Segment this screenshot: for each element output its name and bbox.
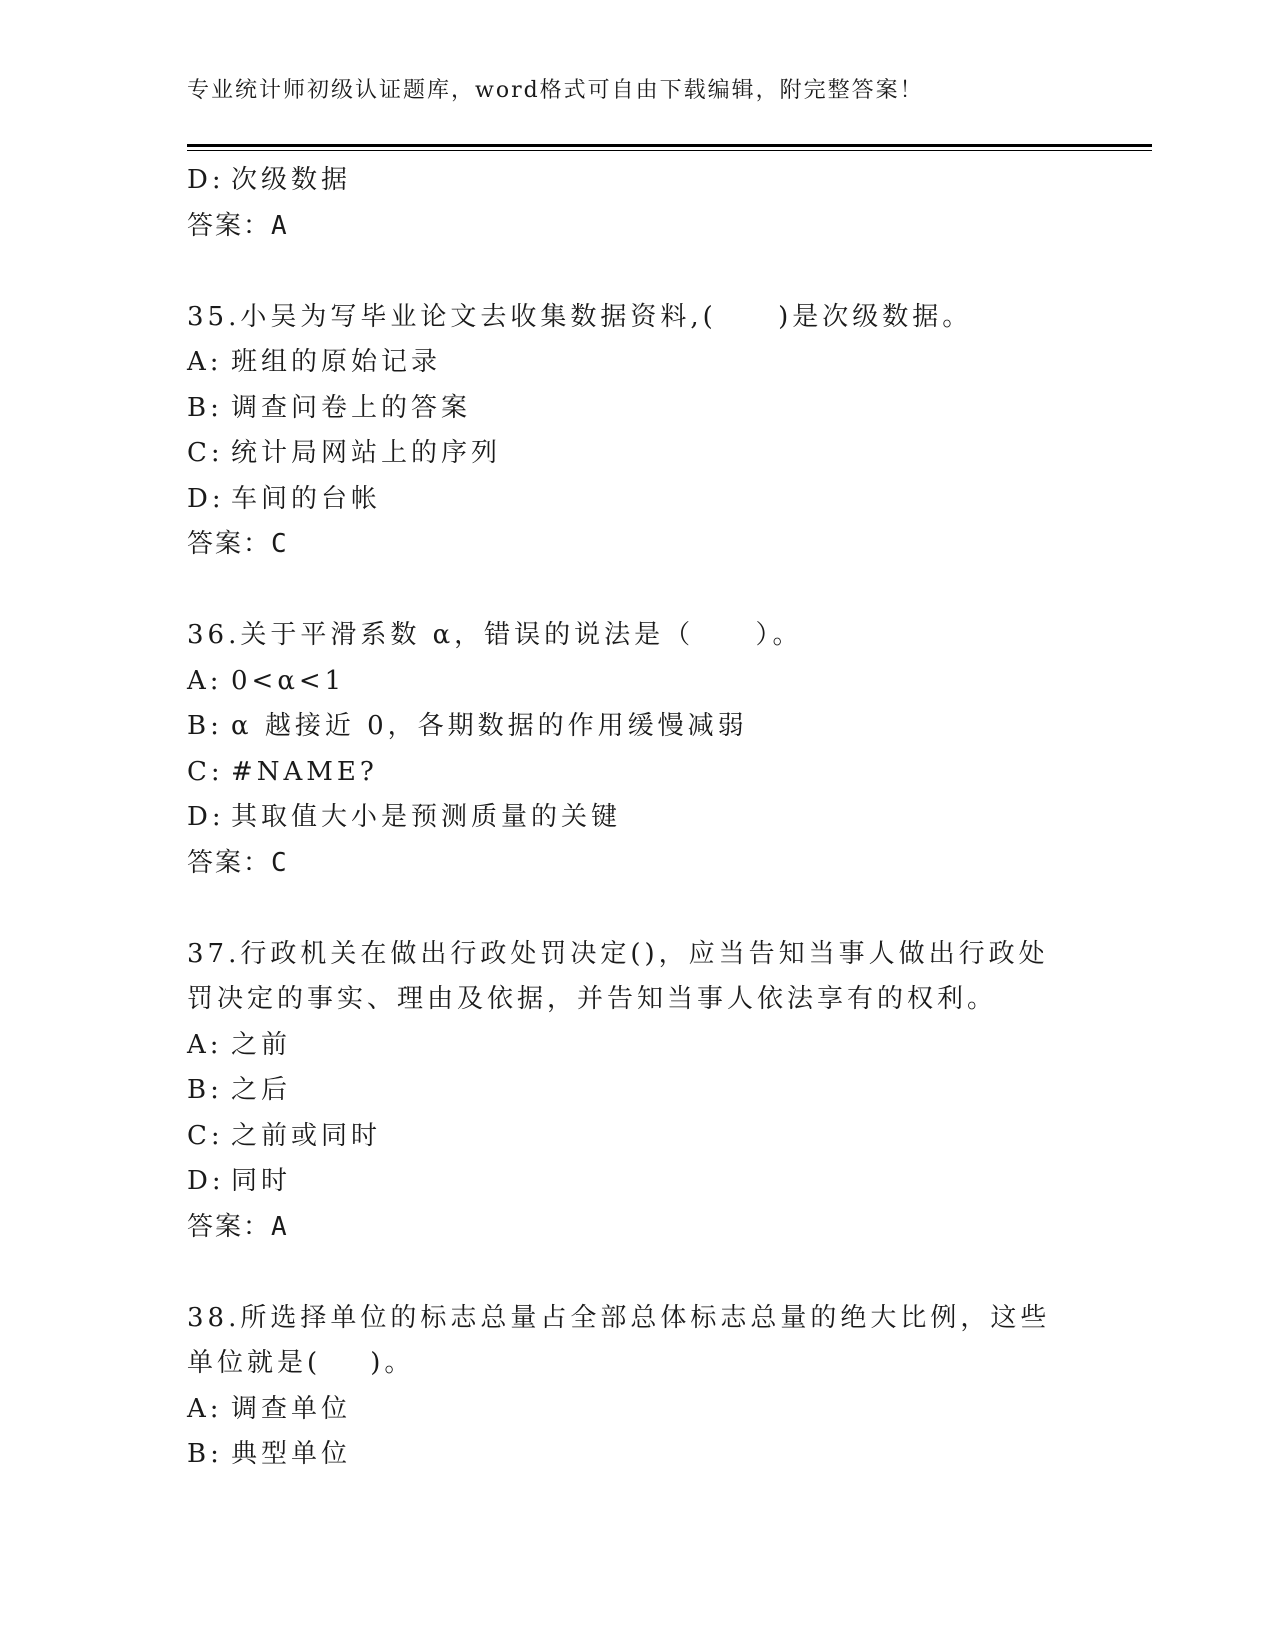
answer-value: C xyxy=(271,529,289,559)
option-text: 班组的原始记录 xyxy=(231,347,442,377)
option-key: C: xyxy=(187,1120,224,1151)
option-text: 同时 xyxy=(231,1166,292,1196)
option-text: α 越接近 0，各期数据的作用缓慢减弱 xyxy=(231,711,748,741)
page-header: 专业统计师初级认证题库，word格式可自由下载编辑，附完整答案！ xyxy=(187,78,924,103)
option-key: B: xyxy=(187,392,223,423)
answer-value: C xyxy=(271,847,289,878)
option-text: 统计局网站上的序列 xyxy=(231,438,502,468)
option-text: 0<α<1 xyxy=(231,665,346,696)
prev-option-d xyxy=(187,158,1067,204)
prev-answer xyxy=(187,204,1067,250)
question-36-stem: 36.关于平滑系数 α，错误的说法是（ ）。 xyxy=(187,620,803,650)
option-key: B: xyxy=(187,1439,223,1469)
q37-option-b xyxy=(187,1068,1067,1114)
q38-option-a xyxy=(187,1387,1067,1433)
q38-option-b xyxy=(187,1432,1067,1478)
q37-option-d xyxy=(187,1159,1067,1205)
option-key: A: xyxy=(187,347,223,377)
q37-option-a xyxy=(187,1023,1067,1069)
answer-value: A xyxy=(271,1211,289,1242)
option-text: 车间的台帐 xyxy=(231,483,382,514)
answer-value: A xyxy=(271,210,289,241)
option-text: 典型单位 xyxy=(231,1439,352,1469)
q35-option-a xyxy=(187,340,1067,386)
option-key: D: xyxy=(187,165,225,195)
answer-label: 答案： xyxy=(187,210,272,241)
option-key: A: xyxy=(187,1393,223,1424)
option-key: D: xyxy=(187,483,225,514)
header-divider xyxy=(187,144,1152,151)
q36-option-c xyxy=(187,750,1067,796)
q36-option-d xyxy=(187,795,1067,841)
option-text: #NAME? xyxy=(231,756,378,787)
document-page xyxy=(187,0,1152,1650)
q37-option-c xyxy=(187,1114,1067,1160)
option-key: C: xyxy=(187,756,224,787)
answer-label: 答案： xyxy=(187,529,272,559)
option-key: B: xyxy=(187,711,223,741)
option-text: 其取值大小是预测质量的关键 xyxy=(231,802,622,832)
answer-label: 答案： xyxy=(187,1211,272,1242)
option-text: 次级数据 xyxy=(231,165,352,195)
question-list xyxy=(187,158,1067,1478)
option-key: D: xyxy=(187,802,225,832)
option-text: 调查单位 xyxy=(231,1393,352,1424)
q36-option-b xyxy=(187,704,1067,750)
option-text: 调查问卷上的答案 xyxy=(231,392,472,423)
option-key: C: xyxy=(187,438,224,468)
option-key: A: xyxy=(187,1029,223,1060)
q35-answer xyxy=(187,522,1067,568)
option-text: 之后 xyxy=(231,1075,292,1105)
question-38-stem: 38.所选择单位的标志总量占全部总体标志总量的绝大比例，这些单位就是( )。 xyxy=(187,1302,1051,1378)
option-text: 之前或同时 xyxy=(231,1120,382,1151)
q36-answer xyxy=(187,841,1067,887)
option-key: D: xyxy=(187,1166,225,1196)
question-37-stem: 37.行政机关在做出行政处罚决定()，应当告知当事人做出行政处罚决定的事实、理由及依据，并告知当事人依法享有的权利。 xyxy=(187,938,1049,1014)
question-35-stem: 35.小吴为写毕业论文去收集数据资料,( )是次级数据。 xyxy=(187,301,973,332)
option-key: B: xyxy=(187,1075,223,1105)
q35-option-d xyxy=(187,477,1067,523)
q35-option-c xyxy=(187,431,1067,477)
q36-option-a xyxy=(187,659,1067,705)
q35-option-b xyxy=(187,386,1067,432)
answer-label: 答案： xyxy=(187,847,272,878)
q37-answer xyxy=(187,1205,1067,1251)
option-text: 之前 xyxy=(231,1029,292,1060)
option-key: A: xyxy=(187,665,223,696)
